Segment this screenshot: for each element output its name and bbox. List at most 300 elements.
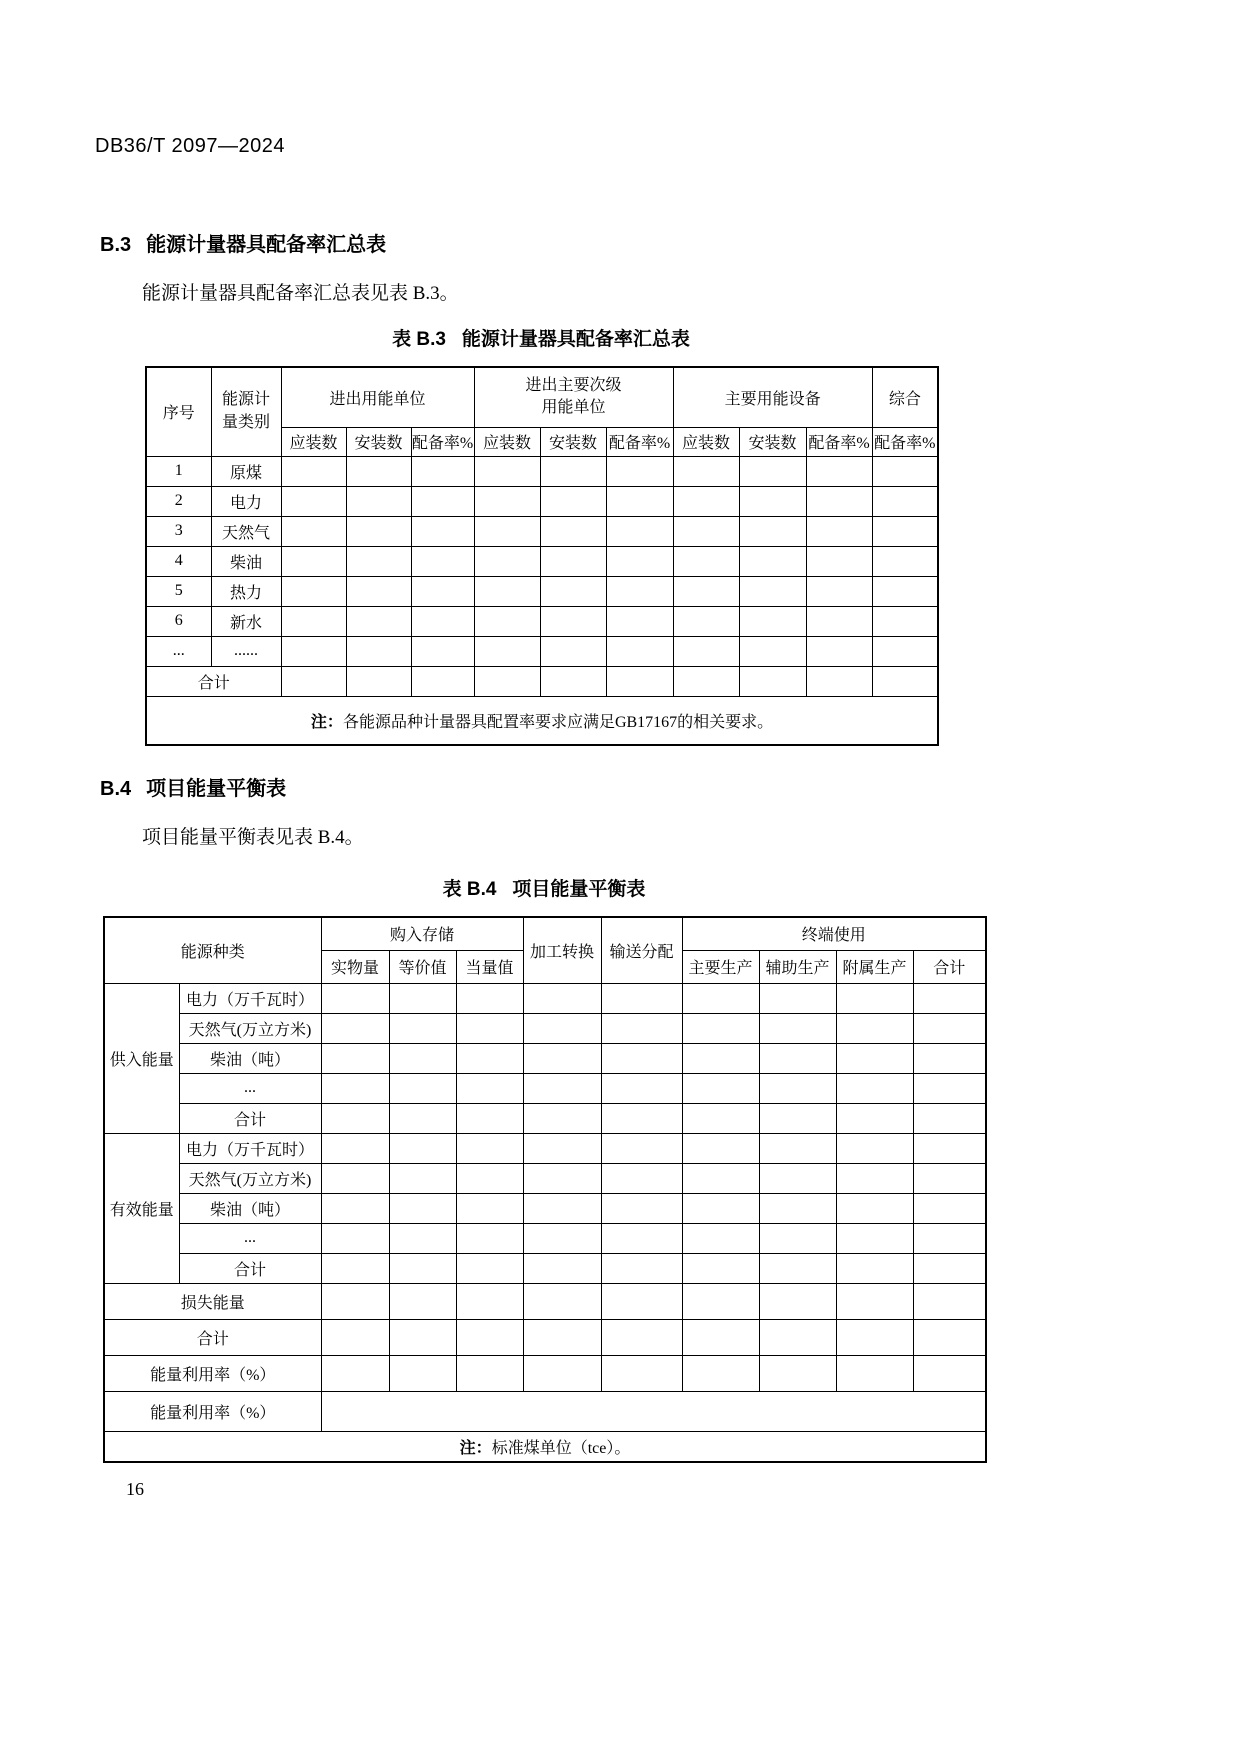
empty-cell bbox=[540, 576, 606, 606]
empty-cell bbox=[456, 1163, 523, 1193]
section-b4-title: 项目能量平衡表 bbox=[146, 778, 287, 800]
empty-cell bbox=[913, 1013, 986, 1043]
b4-row-label: 电力（万千瓦时） bbox=[179, 983, 321, 1013]
b4-group-purchase-store: 购入存储 bbox=[321, 917, 523, 950]
empty-cell bbox=[682, 1073, 759, 1103]
empty-cell bbox=[601, 1253, 682, 1283]
b3-subcol-rate: 配备率% bbox=[606, 427, 673, 456]
empty-cell bbox=[682, 1133, 759, 1163]
empty-cell bbox=[456, 1319, 523, 1355]
empty-cell bbox=[739, 666, 806, 696]
empty-cell bbox=[759, 1355, 836, 1391]
empty-cell bbox=[321, 1163, 389, 1193]
table-row bbox=[104, 1163, 986, 1193]
empty-cell bbox=[913, 1133, 986, 1163]
empty-cell bbox=[601, 983, 682, 1013]
empty-cell bbox=[321, 1355, 389, 1391]
empty-cell bbox=[806, 546, 872, 576]
empty-cell bbox=[523, 1253, 601, 1283]
b3-subcol-rate: 配备率% bbox=[806, 427, 872, 456]
b4-col-processing: 加工转换 bbox=[523, 917, 601, 983]
empty-cell bbox=[321, 983, 389, 1013]
empty-cell bbox=[836, 983, 913, 1013]
b4-note-text: 标准煤单位（tce）。 bbox=[491, 1439, 631, 1457]
empty-cell bbox=[456, 1193, 523, 1223]
empty-cell bbox=[540, 516, 606, 546]
empty-cell bbox=[346, 486, 411, 516]
empty-cell bbox=[456, 1253, 523, 1283]
empty-cell bbox=[411, 486, 474, 516]
empty-cell bbox=[739, 636, 806, 666]
empty-cell bbox=[474, 576, 540, 606]
b3-row-num: 4 bbox=[146, 546, 211, 576]
b4-col-energy-kind: 能源种类 bbox=[104, 917, 321, 983]
table-row bbox=[104, 1073, 986, 1103]
empty-cell bbox=[389, 983, 456, 1013]
empty-cell bbox=[913, 1355, 986, 1391]
b3-row-num: 1 bbox=[146, 456, 211, 486]
table-note-row bbox=[104, 1431, 986, 1462]
empty-cell bbox=[682, 983, 759, 1013]
b4-subcol-main-prod: 主要生产 bbox=[682, 950, 759, 983]
table-row bbox=[104, 983, 986, 1013]
empty-cell bbox=[806, 636, 872, 666]
empty-cell bbox=[281, 576, 346, 606]
table-row bbox=[146, 456, 938, 486]
empty-cell bbox=[411, 606, 474, 636]
empty-cell bbox=[456, 1223, 523, 1253]
empty-cell bbox=[281, 456, 346, 486]
empty-cell bbox=[389, 1319, 456, 1355]
empty-cell bbox=[523, 1013, 601, 1043]
table-row bbox=[104, 1013, 986, 1043]
empty-cell bbox=[474, 516, 540, 546]
empty-cell bbox=[682, 1283, 759, 1319]
b4-row-label: 天然气(万立方米) bbox=[179, 1013, 321, 1043]
b3-subcol-actual: 安装数 bbox=[346, 427, 411, 456]
empty-cell bbox=[389, 1043, 456, 1073]
table-row bbox=[104, 1193, 986, 1223]
empty-cell bbox=[389, 1193, 456, 1223]
section-b4-heading bbox=[100, 772, 1241, 801]
b3-row-type: ...... bbox=[211, 636, 281, 666]
b4-row-label: 柴油（吨） bbox=[179, 1193, 321, 1223]
b4-row-label: ... bbox=[179, 1073, 321, 1103]
b3-row-num: ... bbox=[146, 636, 211, 666]
empty-cell bbox=[836, 1319, 913, 1355]
b4-utilization-label-2: 能量利用率（%） bbox=[104, 1391, 321, 1431]
empty-cell bbox=[389, 1013, 456, 1043]
table-b4-caption-title: 项目能量平衡表 bbox=[512, 879, 646, 900]
page-number: 16 bbox=[126, 1479, 144, 1499]
empty-cell bbox=[411, 546, 474, 576]
empty-cell bbox=[601, 1283, 682, 1319]
empty-cell bbox=[759, 1319, 836, 1355]
empty-cell bbox=[523, 1283, 601, 1319]
b4-subcol-equivalent: 等价值 bbox=[389, 950, 456, 983]
empty-cell bbox=[389, 1133, 456, 1163]
empty-cell bbox=[601, 1223, 682, 1253]
empty-cell bbox=[913, 1193, 986, 1223]
b4-intro-paragraph: 项目能量平衡表见表 B.4。 bbox=[142, 827, 364, 848]
empty-cell bbox=[673, 636, 739, 666]
empty-cell bbox=[321, 1391, 986, 1431]
empty-cell bbox=[606, 606, 673, 636]
table-row bbox=[146, 606, 938, 636]
empty-cell bbox=[759, 1253, 836, 1283]
empty-cell bbox=[456, 1073, 523, 1103]
b3-row-type: 原煤 bbox=[211, 456, 281, 486]
table-row-utilization-1 bbox=[104, 1355, 986, 1391]
b3-note-text: 各能源品种计量器具配置率要求应满足GB17167的相关要求。 bbox=[342, 713, 774, 731]
empty-cell bbox=[872, 636, 938, 666]
table-row-utilization-2 bbox=[104, 1391, 986, 1431]
empty-cell bbox=[836, 1283, 913, 1319]
empty-cell bbox=[682, 1319, 759, 1355]
empty-cell bbox=[281, 666, 346, 696]
empty-cell bbox=[806, 456, 872, 486]
empty-cell bbox=[872, 516, 938, 546]
empty-cell bbox=[321, 1133, 389, 1163]
empty-cell bbox=[913, 1223, 986, 1253]
empty-cell bbox=[456, 1013, 523, 1043]
empty-cell bbox=[540, 546, 606, 576]
b3-row-type: 天然气 bbox=[211, 516, 281, 546]
b3-subcol-actual: 安装数 bbox=[540, 427, 606, 456]
table-row bbox=[104, 1103, 986, 1133]
b4-subcol-attached-prod: 附属生产 bbox=[836, 950, 913, 983]
b4-loss-label: 损失能量 bbox=[104, 1283, 321, 1319]
empty-cell bbox=[523, 1043, 601, 1073]
empty-cell bbox=[601, 1319, 682, 1355]
empty-cell bbox=[474, 606, 540, 636]
empty-cell bbox=[601, 1013, 682, 1043]
empty-cell bbox=[281, 636, 346, 666]
empty-cell bbox=[389, 1223, 456, 1253]
b3-subcol-due: 应装数 bbox=[474, 427, 540, 456]
b3-row-type: 热力 bbox=[211, 576, 281, 606]
table-b4-caption-label: 表 B.4 bbox=[442, 879, 497, 900]
empty-cell bbox=[346, 666, 411, 696]
empty-cell bbox=[601, 1133, 682, 1163]
empty-cell bbox=[601, 1193, 682, 1223]
empty-cell bbox=[913, 1283, 986, 1319]
b3-subcol-overall-rate: 配备率% bbox=[872, 427, 938, 456]
empty-cell bbox=[389, 1073, 456, 1103]
empty-cell bbox=[456, 1043, 523, 1073]
empty-cell bbox=[806, 606, 872, 636]
b3-subcol-due: 应装数 bbox=[673, 427, 739, 456]
empty-cell bbox=[913, 1073, 986, 1103]
b4-group-terminal-use: 终端使用 bbox=[682, 917, 986, 950]
empty-cell bbox=[389, 1103, 456, 1133]
b4-subcol-total: 合计 bbox=[913, 950, 986, 983]
empty-cell bbox=[673, 576, 739, 606]
empty-cell bbox=[606, 516, 673, 546]
b3-note bbox=[146, 696, 938, 745]
table-b4-caption bbox=[103, 874, 985, 901]
empty-cell bbox=[836, 1043, 913, 1073]
empty-cell bbox=[321, 1223, 389, 1253]
section-b3-title: 能源计量器具配备率汇总表 bbox=[146, 234, 387, 256]
empty-cell bbox=[836, 1163, 913, 1193]
b4-grand-total-label: 合计 bbox=[104, 1319, 321, 1355]
empty-cell bbox=[673, 666, 739, 696]
empty-cell bbox=[474, 666, 540, 696]
table-row bbox=[146, 576, 938, 606]
empty-cell bbox=[601, 1163, 682, 1193]
b3-row-type: 新水 bbox=[211, 606, 281, 636]
b3-group-overall: 综合 bbox=[872, 367, 938, 427]
empty-cell bbox=[523, 1103, 601, 1133]
b4-row-label: 天然气(万立方米) bbox=[179, 1163, 321, 1193]
empty-cell bbox=[606, 486, 673, 516]
empty-cell bbox=[673, 486, 739, 516]
empty-cell bbox=[389, 1163, 456, 1193]
empty-cell bbox=[606, 456, 673, 486]
empty-cell bbox=[913, 1253, 986, 1283]
b3-group-equipment: 主要用能设备 bbox=[673, 367, 872, 427]
b4-row-label: 合计 bbox=[179, 1103, 321, 1133]
empty-cell bbox=[601, 1355, 682, 1391]
b3-row-num: 2 bbox=[146, 486, 211, 516]
b3-col-energy-type bbox=[211, 367, 281, 456]
table-row bbox=[104, 1223, 986, 1253]
empty-cell bbox=[474, 636, 540, 666]
empty-cell bbox=[682, 1253, 759, 1283]
empty-cell bbox=[872, 546, 938, 576]
b4-subcol-physical: 实物量 bbox=[321, 950, 389, 983]
empty-cell bbox=[759, 983, 836, 1013]
empty-cell bbox=[682, 1163, 759, 1193]
empty-cell bbox=[682, 1355, 759, 1391]
table-b4 bbox=[103, 916, 987, 1463]
empty-cell bbox=[411, 666, 474, 696]
empty-cell bbox=[682, 1223, 759, 1253]
empty-cell bbox=[321, 1319, 389, 1355]
b3-row-type: 电力 bbox=[211, 486, 281, 516]
empty-cell bbox=[673, 546, 739, 576]
b4-col-distribution: 输送分配 bbox=[601, 917, 682, 983]
empty-cell bbox=[523, 1073, 601, 1103]
empty-cell bbox=[456, 1355, 523, 1391]
empty-cell bbox=[739, 516, 806, 546]
empty-cell bbox=[759, 1163, 836, 1193]
empty-cell bbox=[411, 636, 474, 666]
b3-col-energy-type-line1: 能源计 bbox=[221, 391, 270, 409]
b4-utilization-label-1: 能量利用率（%） bbox=[104, 1355, 321, 1391]
table-row-total bbox=[146, 666, 938, 696]
empty-cell bbox=[523, 983, 601, 1013]
empty-cell bbox=[836, 1355, 913, 1391]
empty-cell bbox=[321, 1283, 389, 1319]
empty-cell bbox=[759, 1043, 836, 1073]
empty-cell bbox=[321, 1013, 389, 1043]
table-row bbox=[146, 546, 938, 576]
empty-cell bbox=[836, 1253, 913, 1283]
table-b3-caption-label: 表 B.3 bbox=[392, 329, 446, 350]
empty-cell bbox=[913, 1319, 986, 1355]
table-b3 bbox=[145, 366, 939, 746]
empty-cell bbox=[836, 1013, 913, 1043]
b4-group-effective: 有效能量 bbox=[104, 1133, 179, 1283]
empty-cell bbox=[872, 486, 938, 516]
b3-intro-paragraph: 能源计量器具配备率汇总表见表 B.3。 bbox=[142, 283, 459, 304]
b4-subcol-aux-prod: 辅助生产 bbox=[759, 950, 836, 983]
empty-cell bbox=[411, 456, 474, 486]
table-note-row bbox=[146, 696, 938, 745]
b3-row-type: 柴油 bbox=[211, 546, 281, 576]
empty-cell bbox=[523, 1163, 601, 1193]
empty-cell bbox=[673, 516, 739, 546]
b3-total-label: 合计 bbox=[146, 666, 281, 696]
b4-note bbox=[104, 1431, 986, 1462]
empty-cell bbox=[739, 456, 806, 486]
empty-cell bbox=[682, 1193, 759, 1223]
empty-cell bbox=[540, 606, 606, 636]
empty-cell bbox=[913, 983, 986, 1013]
empty-cell bbox=[321, 1253, 389, 1283]
empty-cell bbox=[836, 1133, 913, 1163]
empty-cell bbox=[682, 1103, 759, 1133]
empty-cell bbox=[411, 516, 474, 546]
b3-group-inout-unit: 进出用能单位 bbox=[281, 367, 474, 427]
empty-cell bbox=[346, 516, 411, 546]
empty-cell bbox=[606, 546, 673, 576]
empty-cell bbox=[346, 606, 411, 636]
empty-cell bbox=[346, 546, 411, 576]
empty-cell bbox=[836, 1073, 913, 1103]
empty-cell bbox=[540, 486, 606, 516]
b3-subcol-rate: 配备率% bbox=[411, 427, 474, 456]
empty-cell bbox=[913, 1163, 986, 1193]
b3-subcol-actual: 安装数 bbox=[739, 427, 806, 456]
empty-cell bbox=[346, 636, 411, 666]
section-b3-heading bbox=[100, 228, 1241, 257]
empty-cell bbox=[321, 1193, 389, 1223]
b3-note-label: 注： bbox=[310, 713, 343, 731]
b4-note-label: 注： bbox=[459, 1439, 492, 1457]
empty-cell bbox=[606, 666, 673, 696]
table-b3-caption bbox=[145, 324, 937, 351]
empty-cell bbox=[759, 1103, 836, 1133]
b4-group-supply: 供入能量 bbox=[104, 983, 179, 1133]
empty-cell bbox=[389, 1355, 456, 1391]
empty-cell bbox=[474, 546, 540, 576]
empty-cell bbox=[759, 1283, 836, 1319]
empty-cell bbox=[281, 486, 346, 516]
empty-cell bbox=[806, 666, 872, 696]
empty-cell bbox=[759, 1013, 836, 1043]
empty-cell bbox=[523, 1223, 601, 1253]
empty-cell bbox=[806, 576, 872, 606]
empty-cell bbox=[606, 636, 673, 666]
empty-cell bbox=[540, 456, 606, 486]
table-b4-block bbox=[103, 874, 985, 1463]
empty-cell bbox=[321, 1073, 389, 1103]
empty-cell bbox=[523, 1355, 601, 1391]
b3-row-num: 5 bbox=[146, 576, 211, 606]
table-row bbox=[104, 1253, 986, 1283]
empty-cell bbox=[739, 486, 806, 516]
empty-cell bbox=[474, 486, 540, 516]
empty-cell bbox=[540, 636, 606, 666]
b3-group-sub-unit bbox=[474, 367, 673, 427]
b4-row-label: 合计 bbox=[179, 1253, 321, 1283]
empty-cell bbox=[456, 983, 523, 1013]
empty-cell bbox=[759, 1223, 836, 1253]
empty-cell bbox=[872, 606, 938, 636]
section-b4-number: B.4 bbox=[100, 778, 132, 800]
empty-cell bbox=[673, 456, 739, 486]
empty-cell bbox=[836, 1193, 913, 1223]
empty-cell bbox=[601, 1103, 682, 1133]
empty-cell bbox=[682, 1043, 759, 1073]
empty-cell bbox=[523, 1193, 601, 1223]
table-row bbox=[146, 516, 938, 546]
empty-cell bbox=[872, 666, 938, 696]
table-row-grand-total bbox=[104, 1319, 986, 1355]
table-row bbox=[104, 1043, 986, 1073]
empty-cell bbox=[281, 606, 346, 636]
empty-cell bbox=[682, 1013, 759, 1043]
b3-group-sub-unit-line1: 进出主要次级 bbox=[525, 376, 622, 394]
empty-cell bbox=[281, 516, 346, 546]
empty-cell bbox=[606, 576, 673, 606]
b3-row-num: 6 bbox=[146, 606, 211, 636]
empty-cell bbox=[389, 1253, 456, 1283]
empty-cell bbox=[806, 516, 872, 546]
empty-cell bbox=[523, 1133, 601, 1163]
empty-cell bbox=[456, 1103, 523, 1133]
empty-cell bbox=[872, 576, 938, 606]
table-row bbox=[104, 1133, 986, 1163]
section-b3-number: B.3 bbox=[100, 234, 132, 256]
empty-cell bbox=[389, 1283, 456, 1319]
empty-cell bbox=[321, 1043, 389, 1073]
b3-subcol-due: 应装数 bbox=[281, 427, 346, 456]
empty-cell bbox=[456, 1133, 523, 1163]
table-row-loss bbox=[104, 1283, 986, 1319]
empty-cell bbox=[739, 606, 806, 636]
empty-cell bbox=[474, 456, 540, 486]
b4-subcol-reference: 当量值 bbox=[456, 950, 523, 983]
empty-cell bbox=[759, 1133, 836, 1163]
empty-cell bbox=[836, 1103, 913, 1133]
empty-cell bbox=[759, 1193, 836, 1223]
b4-row-label: ... bbox=[179, 1223, 321, 1253]
empty-cell bbox=[872, 456, 938, 486]
empty-cell bbox=[673, 606, 739, 636]
empty-cell bbox=[836, 1223, 913, 1253]
empty-cell bbox=[321, 1103, 389, 1133]
table-row bbox=[146, 486, 938, 516]
b4-row-label: 柴油（吨） bbox=[179, 1043, 321, 1073]
empty-cell bbox=[913, 1103, 986, 1133]
document-code: DB36/T 2097—2024 bbox=[95, 135, 285, 157]
empty-cell bbox=[346, 576, 411, 606]
empty-cell bbox=[281, 546, 346, 576]
b3-col-energy-type-line2: 量类别 bbox=[221, 413, 270, 431]
empty-cell bbox=[540, 666, 606, 696]
b3-row-num: 3 bbox=[146, 516, 211, 546]
empty-cell bbox=[739, 576, 806, 606]
empty-cell bbox=[806, 486, 872, 516]
empty-cell bbox=[523, 1319, 601, 1355]
empty-cell bbox=[456, 1283, 523, 1319]
b4-row-label: 电力（万千瓦时） bbox=[179, 1133, 321, 1163]
empty-cell bbox=[411, 576, 474, 606]
